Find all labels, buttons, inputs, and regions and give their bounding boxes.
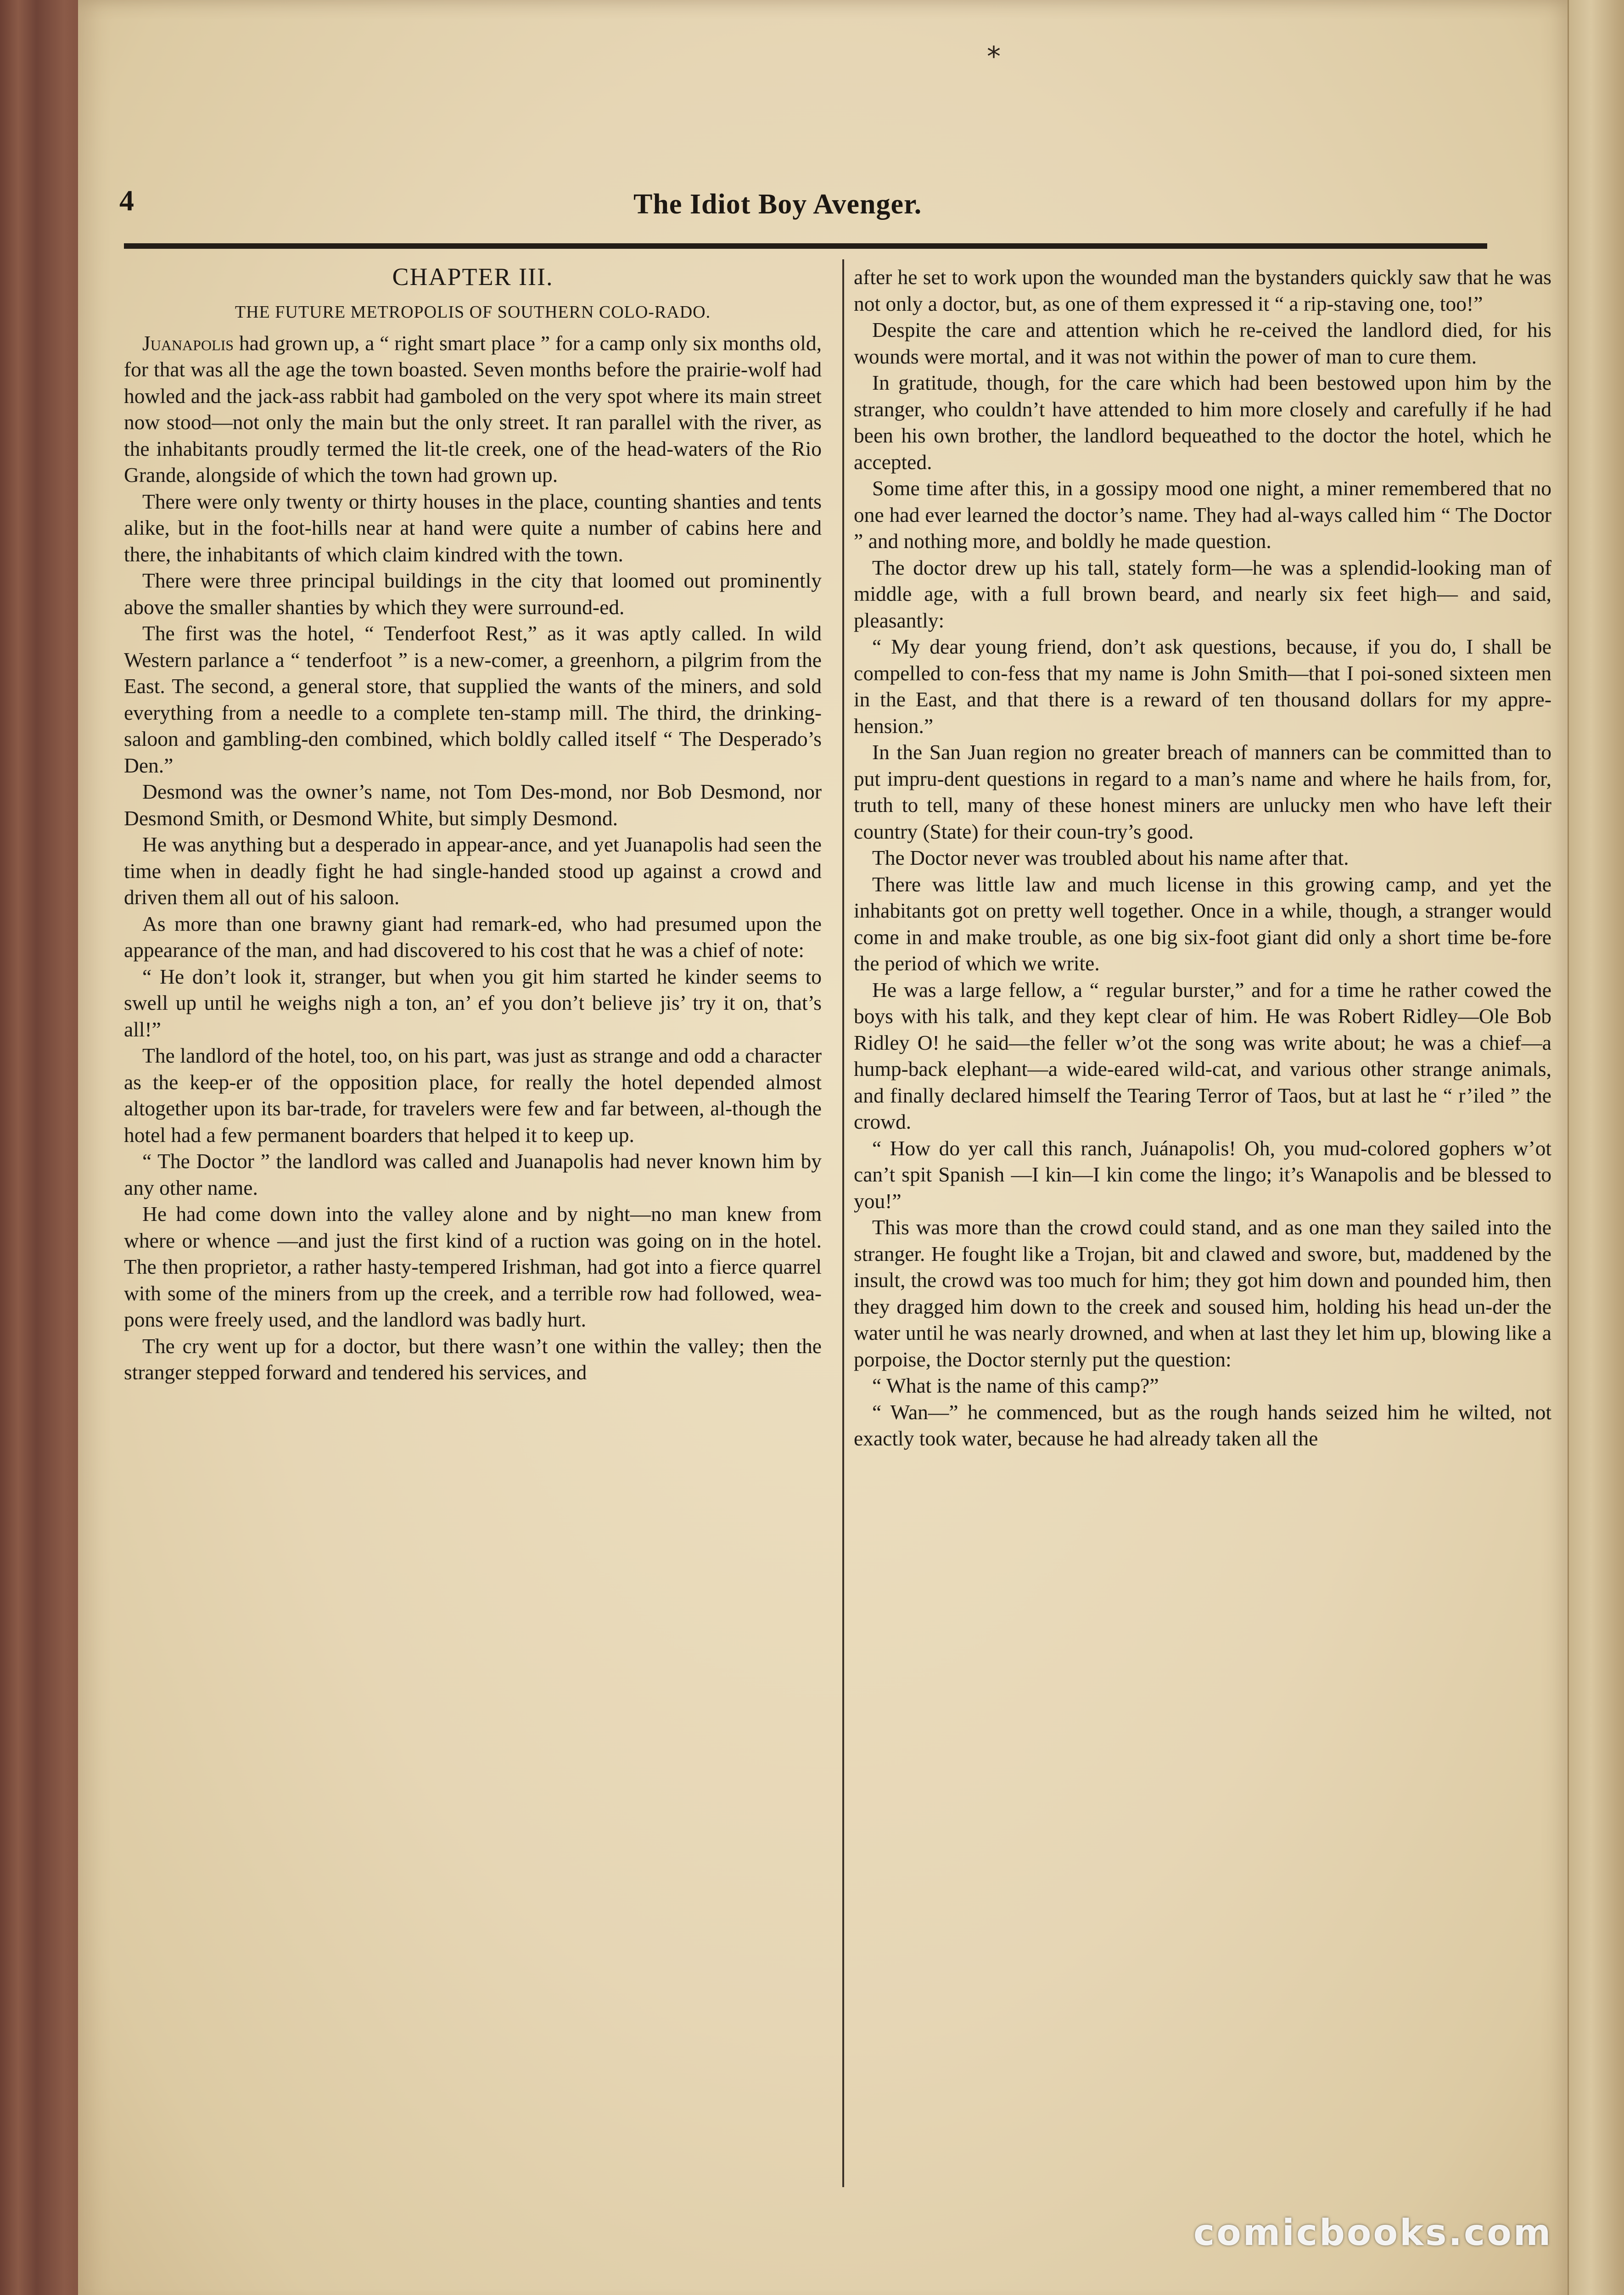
paragraph: In gratitude, though, for the care which had been bestowed upon him by the stranger, who couldn’t have attended to him more closely and carefully if he had been his own brother, the landlord bequeathed to the doctor the hotel, which he accepted. <box>854 371 1551 474</box>
header-rule <box>124 243 1487 249</box>
paragraph: The Doctor never was troubled about his name after that. <box>872 846 1349 869</box>
paragraph: “ My dear young friend, don’t ask questions, because, if you do, I shall be compelled to con-fess that my name is John Smith—that I poi-soned sixteen men in the East, and that there is a reward of ten thousand dollars for my appre-hension.” <box>854 635 1551 738</box>
paragraph: This was more than the crowd could stand, and as one man they sailed into the stranger. He fought like a Trojan, bit and clawed and swore, but, maddened by the insult, the crowd was too much for him; they got him down and pounded him, then they dragged him down to the creek and soused him, holding his head un-der the water until he was nearly drowned, and when at last they let him up, blowing like a porpoise, the Doctor sternly put the question: <box>854 1215 1551 1371</box>
paragraph: Despite the care and attention which he re-ceived the landlord died, for his wounds were mortal, and it was not within the power of man to cure them. <box>854 318 1551 368</box>
paragraph: He was anything but a desperado in appear-ance, and yet Juanapolis had seen the time when in deadly fight he had single-handed stood up against a crowd and driven them all out of his saloon. <box>124 833 822 909</box>
paragraph: The first was the hotel, “ Tenderfoot Rest,” as it was aptly called. In wild Western parlance a “ tenderfoot ” is a new-comer, a greenhorn, a pilgrim from the East. The second, a general store, that supplied the wants of the miners, and sold everything from a needle to a complete ten-stamp mill. The third, the drinking-saloon and gambling-den combined, which boldly called itself “ The Desperado’s Den.” <box>124 621 822 777</box>
paragraph: The landlord of the hotel, too, on his part, was just as strange and odd a character as the keep-er of the opposition place, for really the hotel depended almost altogether upon its bar-trade, for travelers were few and far between, al-though the hotel had a few permanent boarders that helped it to keep up. <box>124 1044 822 1147</box>
paragraph: The doctor drew up his tall, stately form—he was a splendid-looking man of middle age, with a full brown beard, and nearly six feet high— and said, pleasantly: <box>854 555 1551 632</box>
paragraph: There were three principal buildings in the city that loomed out prominently above the smaller shanties by which they were surround-ed. <box>124 569 822 619</box>
paragraph <box>124 330 822 488</box>
paragraph: The cry went up for a doctor, but there wasn’t one within the valley; then the stranger stepped forward and tendered his services, and <box>124 1334 822 1384</box>
lead-word: Juanapolis <box>142 331 234 355</box>
paragraph: Desmond was the owner’s name, not Tom Des-mond, nor Bob Desmond, nor Desmond Smith, or Desmond White, but simply Desmond. <box>124 780 822 830</box>
paragraph: As more than one brawny giant had remark-ed, who had presumed upon the appearance of the man, and had discovered to his cost that he was a chief of note: <box>124 912 822 962</box>
running-head-title: The Idiot Boy Avenger. <box>633 189 922 220</box>
paragraph: “ What is the name of this camp?” <box>872 1374 1159 1397</box>
paragraph: He was a large fellow, a “ regular burster,” and for a time he rather cowed the boys with his talk, and they kept clear of him. He was Robert Ridley—Ole Bob Ridley O! he said—the feller w’ot the song was write about; he was a chief—a hump-back elephant—a wide-eared wild-cat, and various other strange animals, and finally declared himself the Tearing Terror of Taos, but at last he “ r’iled ” the crowd. <box>854 978 1551 1133</box>
chapter-title: CHAPTER III. <box>392 264 554 291</box>
page-number: 4 <box>119 184 134 217</box>
paragraph: “ The Doctor ” the landlord was called and Juanapolis had never known him by any other name. <box>124 1149 822 1199</box>
paragraph: There were only twenty or thirty houses in the place, counting shanties and tents alike, but in the foot-hills near at hand were quite a number of cabins here and there, the inhabitants of which claim kindred with the town. <box>124 489 822 566</box>
paragraph: There was little law and much license in this growing camp, and yet the inhabitants got on pretty well together. Once in a while, though, a stranger would come in and make trouble, as one big six-foot giant did only a short time be-fore the period of which we write. <box>854 872 1551 975</box>
chapter-subtitle: THE FUTURE METROPOLIS OF SOUTHERN COLO-RADO. <box>235 302 711 322</box>
ink-mark: ⁎ <box>987 32 1001 64</box>
paragraph-text: had grown up, a “ right smart place ” for a camp only six months old, for that was all the age the town boasted. Seven months before the prairie-wolf had howled and the jack-ass rabbit had gamboled on the very spot where its main street now stood—not only the main but the only street. It ran parallel with the river, as the inhabitants proudly termed the lit-tle creek, one of the head-waters of the Rio Grande, alongside of which the town had grown up. <box>124 331 822 487</box>
paragraph: Some time after this, in a gossipy mood one night, a miner remembered that no one had ever learned the doctor’s name. They had al-ways called him “ The Doctor ” and nothing more, and boldly he made question. <box>854 476 1551 553</box>
column-divider <box>842 259 844 2187</box>
paragraph-continuation: after he set to work upon the wounded man the bystanders quickly saw that he was not only a doctor, but, as one of them expressed it “ a rip-staving one, too!” <box>854 265 1551 315</box>
paragraph: In the San Juan region no greater breach of manners can be committed than to put impru-dent questions in regard to a man’s name and where he hails from, for, truth to tell, many of these honest miners are unlucky men who have left their country (State) for their coun-try’s good. <box>854 740 1551 843</box>
paragraph: “ He don’t look it, stranger, but when you git him started he kinder seems to swell up until he weighs nigh a ton, an’ ef you don’t believe jis’ try it on, that’s all!” <box>124 964 822 1041</box>
paragraph: He had come down into the valley alone and by night—no man knew from where or whence —and just the first kind of a ruction was going on in the hotel. The then proprietor, a rather hasty-tempered Irishman, had got into a fierce quarrel with some of the miners from up the creek, and a terrible row had followed, wea-pons were freely used, and the landlord was badly hurt. <box>124 1202 822 1331</box>
watermark-text: comicbooks.com <box>1193 2212 1553 2254</box>
paragraph: “ Wan—” he commenced, but as the rough hands seized him he wilted, not exactly took water, because he had already taken all the <box>854 1400 1551 1450</box>
next-page-edge <box>1568 0 1624 2295</box>
left-column <box>124 264 822 2192</box>
right-column <box>854 264 1551 2192</box>
paragraph: “ How do yer call this ranch, Juánapolis! Oh, you mud-colored gophers w’ot can’t spit Spanish —I kin—I kin come the lingo; it’s Wanapolis and be blessed to you!” <box>854 1136 1551 1213</box>
